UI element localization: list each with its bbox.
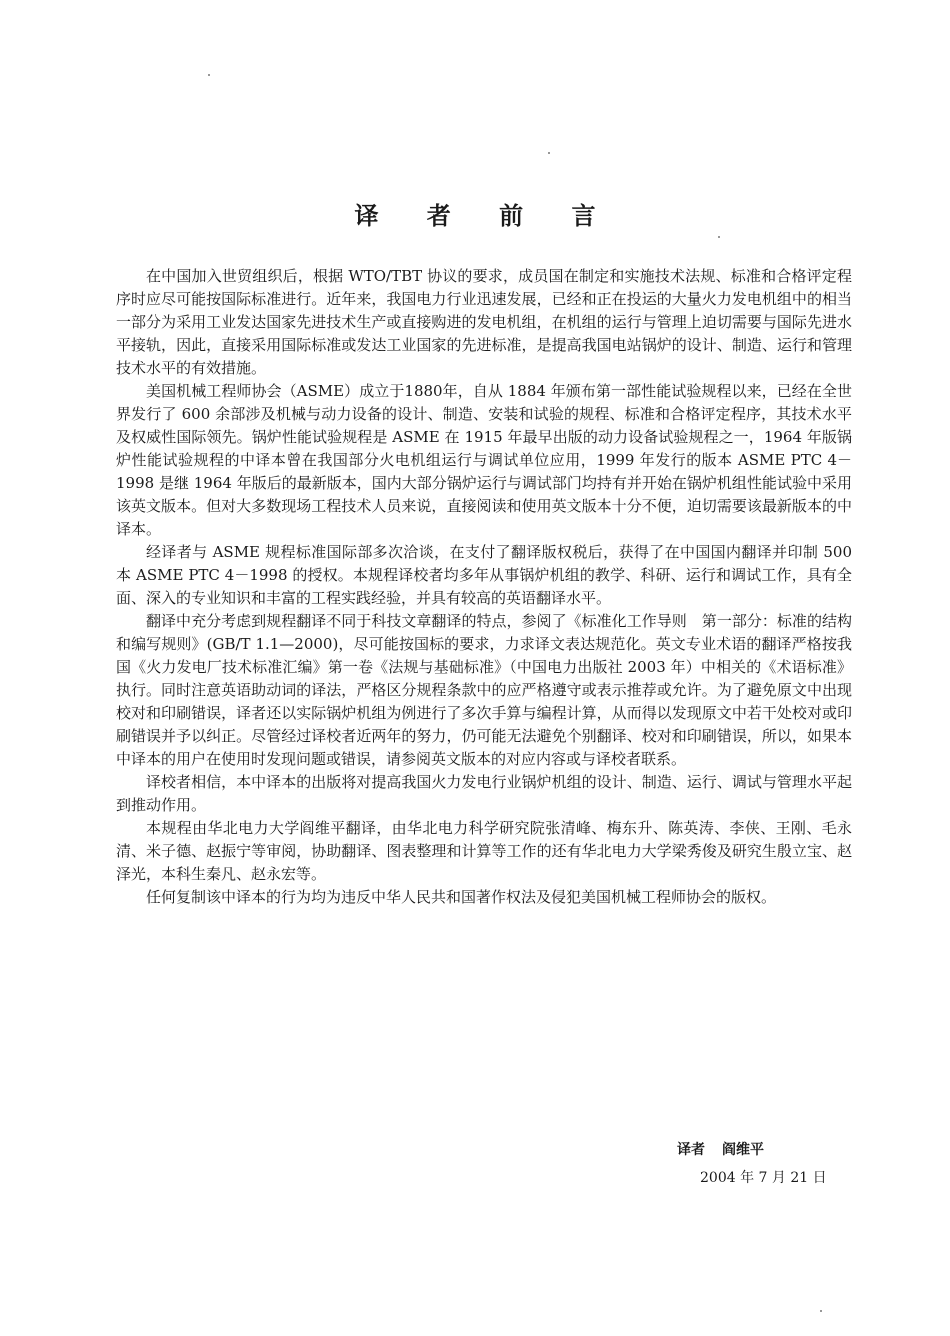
- signature-role: 译者: [677, 1142, 705, 1158]
- scan-speck: [820, 1310, 822, 1312]
- paragraph: 译校者相信，本中译本的出版将对提高我国火力发电行业锅炉机组的设计、制造、运行、调试与管理水平起到推动作用。: [116, 773, 852, 814]
- scan-speck: [548, 152, 550, 154]
- paragraph: 在中国加入世贸组织后，根据 WTO/TBT 协议的要求，成员国在制定和实施技术法规、标准和合格评定程序时应尽可能按国际标准进行。近年来，我国电力行业迅速发展，已经和正在投运的大量火力发电机组中的相当一部分为采用工业发达国家先进技术生产或直接购进的发电机组，在机组的运行与管理上迫切需要与国际先进水平接轨，因此，直接采用国际标准或发达工业国家的先进标准，是提高我国电站锅炉的设计、制造、运行和管理技术水平的有效措施。: [116, 267, 852, 377]
- preface-body: [116, 265, 852, 909]
- paragraph: 美国机械工程师协会（ASME）成立于1880年，自从 1884 年颁布第一部性能试验规程以来，已经在全世界发行了 600 余部涉及机械与动力设备的设计、制造、安装和试验的规程、标准和合格评定程序，其技术水平及权威性国际领先。锅炉性能试验规程是 ASME 在 1915 年最早出版的动力设备试验规程之一，1964 年版锅炉性能试验规程的中译本曾在我国部分火电机组运行与调试单位应用，1999 年发行的版本 ASME PTC 4－1998 是继 1964 年版后的最新版本，国内大部分锅炉运行与调试部门均持有并开始在锅炉机组性能试验中采用该英文版本。但对大多数现场工程技术人员来说，直接阅读和使用英文版本十分不便，迫切需要该最新版本的中译本。: [116, 382, 852, 538]
- signature-date: 2004 年 7 月 21 日: [700, 1170, 827, 1186]
- paragraph: 任何复制该中译本的行为均为违反中华人民共和国著作权法及侵犯美国机械工程师协会的版权。: [146, 888, 777, 906]
- signature-name: 阎维平: [722, 1142, 764, 1158]
- paragraph: 经译者与 ASME 规程标准国际部多次洽谈，在支付了翻译版权税后，获得了在中国国内翻译并印制 500 本 ASME PTC 4－1998 的授权。本规程译校者均多年从事锅炉机组的教学、科研、运行和调试工作，具有全面、深入的专业知识和丰富的工程实践经验，并具有较高的英语翻译水平。: [116, 543, 852, 607]
- page-title: 译 者 前 言: [354, 202, 616, 230]
- scan-speck: [208, 74, 210, 76]
- paragraph: 本规程由华北电力大学阎维平翻译，由华北电力科学研究院张清峰、梅东升、陈英涛、李侠、王刚、毛永清、米子德、赵振宁等审阅，协助翻译、图表整理和计算等工作的还有华北电力大学梁秀俊及研究生殷立宝、赵泽光，本科生秦凡、赵永宏等。: [116, 819, 852, 883]
- scan-speck: [718, 236, 720, 238]
- paragraph: 翻译中充分考虑到规程翻译不同于科技文章翻译的特点，参阅了《标准化工作导则 第一部分：标准的结构和编写规则》(GB/T 1.1—2000)，尽可能按国标的要求，力求译文表达规范化。英文专业术语的翻译严格按我国《火力发电厂技术标准汇编》第一卷《法规与基础标准》（中国电力出版社 2003 年）中相关的《术语标准》执行。同时注意英语助动词的译法，严格区分规程条款中的应严格遵守或表示推荐或允许。为了避免原文中出现校对和印刷错误，译者还以实际锅炉机组为例进行了多次手算与编程计算，从而得以发现原文中若干处校对或印刷错误并予以纠正。尽管经过译校者近两年的努力，仍可能无法避免个别翻译、校对和印刷错误，所以，如果本中译本的用户在使用时发现问题或错误，请参阅英文版本的对应内容或与译校者联系。: [116, 612, 852, 768]
